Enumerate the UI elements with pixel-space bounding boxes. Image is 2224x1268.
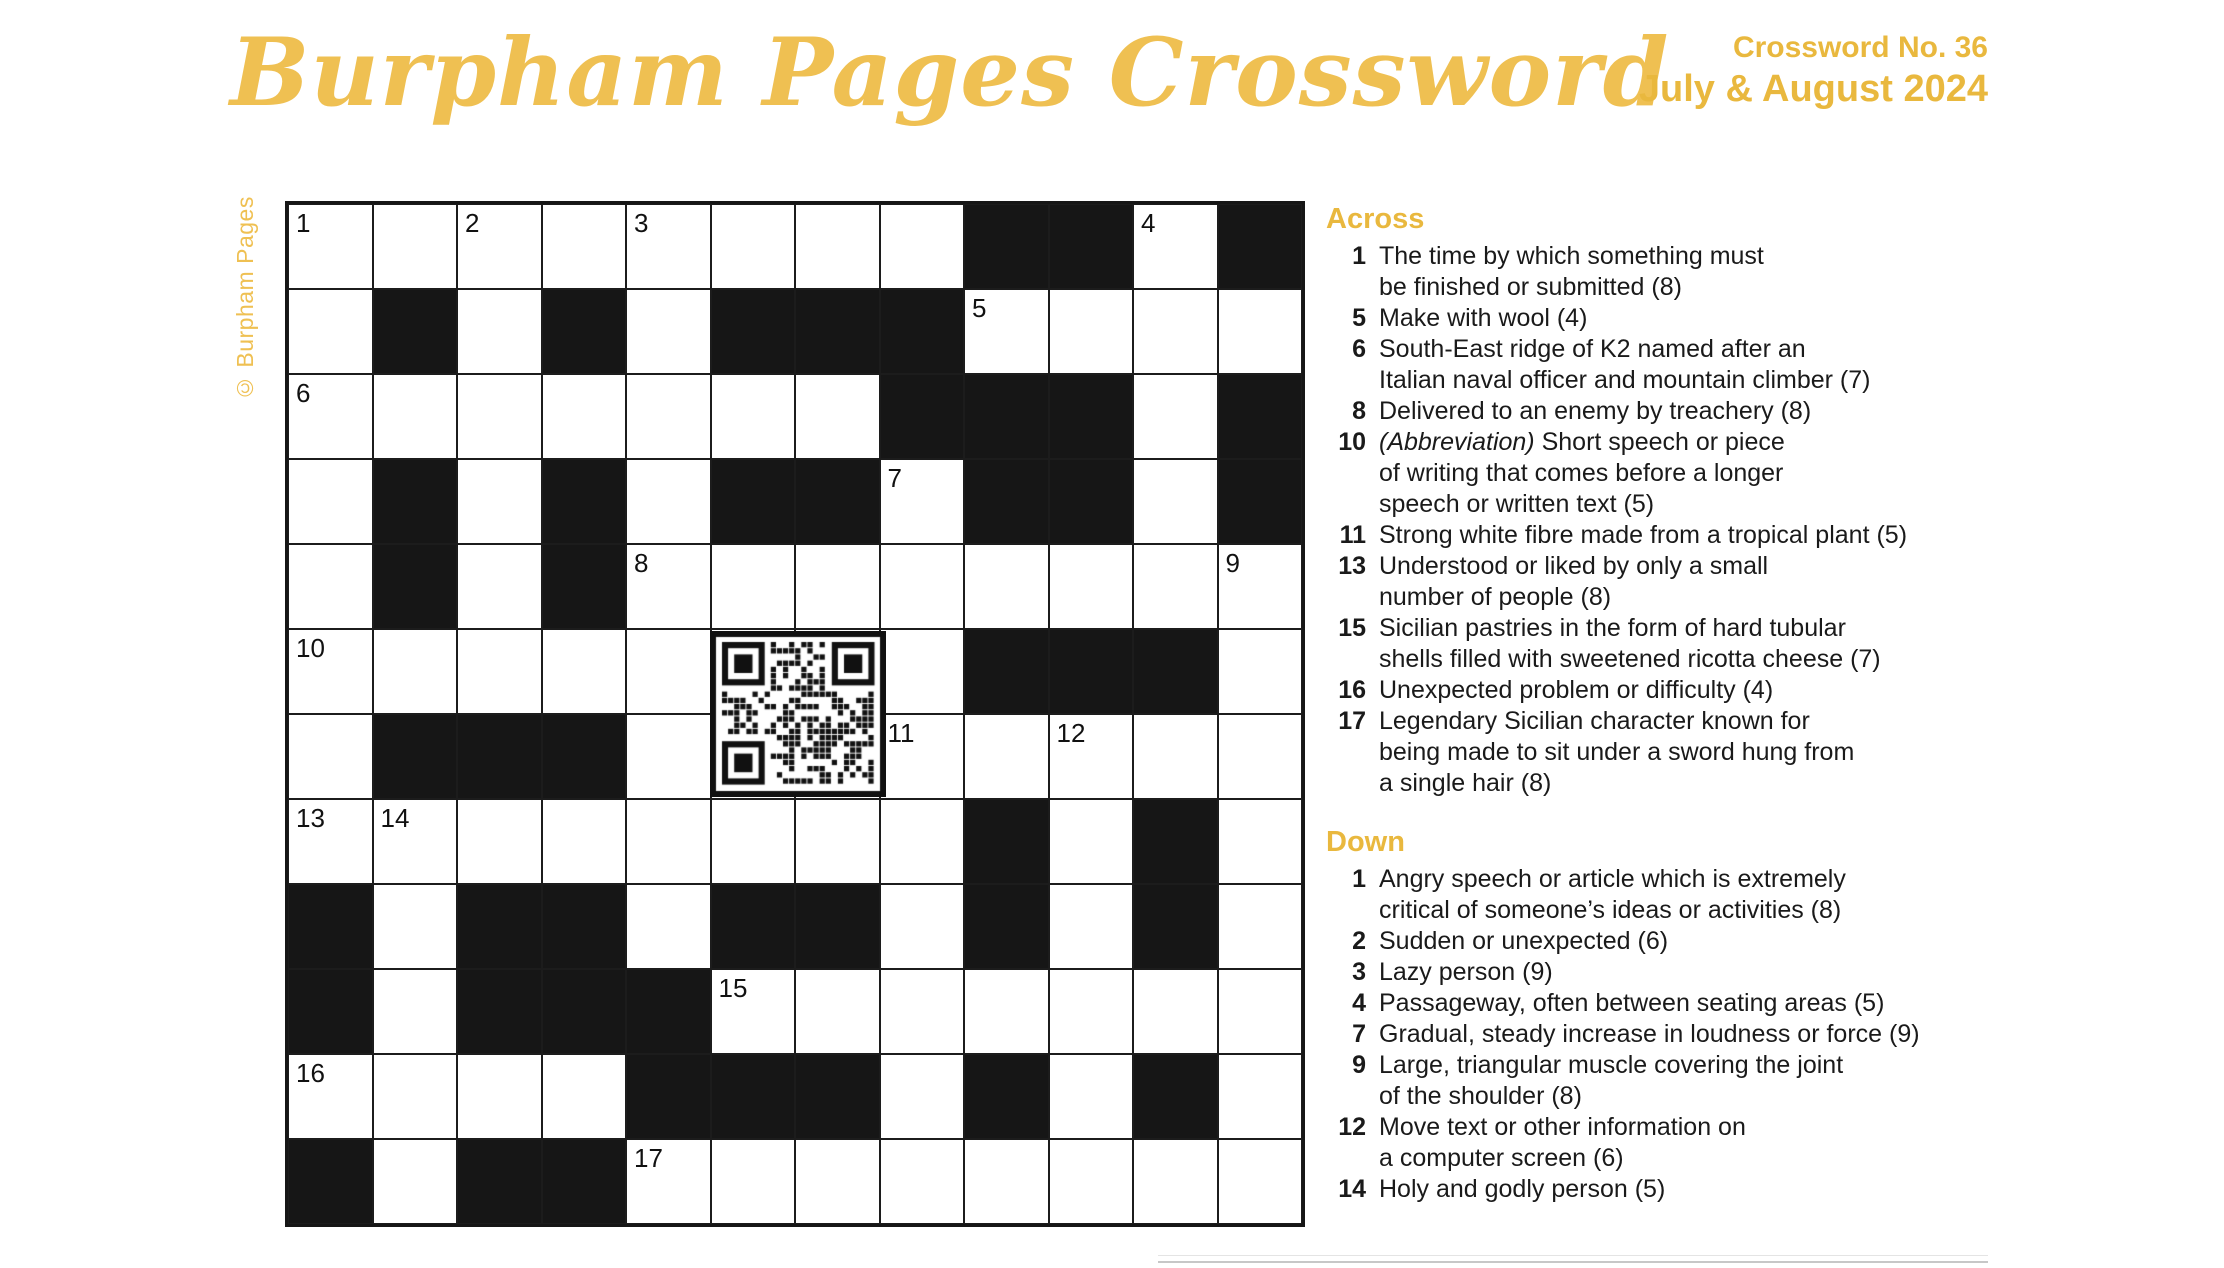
- clue-number: 12: [1338, 1113, 1366, 1141]
- grid-cell[interactable]: [711, 799, 796, 884]
- cell-number: 14: [380, 803, 410, 833]
- clue-text: Sicilian pastries in the form of hard tubular shells filled with sweetened ricotta cheese (7): [1379, 614, 1881, 673]
- grid-cell[interactable]: [288, 629, 373, 714]
- clue-row: [1326, 1112, 2016, 1174]
- grid-cell-black: [1133, 629, 1218, 714]
- grid-cell-black: [1049, 374, 1134, 459]
- grid-cell-black: [288, 969, 373, 1054]
- grid-cell[interactable]: [1218, 1139, 1303, 1224]
- grid-cell[interactable]: [711, 1139, 796, 1224]
- cell-number: 6: [296, 378, 311, 408]
- clue-row: [1326, 864, 2016, 926]
- cell-number: 9: [1225, 548, 1240, 578]
- clue-text: Strong white fibre made from a tropical plant (5): [1379, 521, 1908, 549]
- grid-cell-black: [795, 1054, 880, 1139]
- clue-number: 13: [1338, 552, 1366, 580]
- grid-cell[interactable]: [373, 629, 458, 714]
- cell-number: 17: [634, 1143, 663, 1173]
- grid-cell[interactable]: [1049, 1054, 1134, 1139]
- grid-cell-black: [964, 1054, 1049, 1139]
- clue-row: [1326, 1050, 2016, 1112]
- bottom-divider: [1158, 1255, 1988, 1263]
- grid-cell[interactable]: [457, 204, 542, 289]
- grid-cell[interactable]: [964, 289, 1049, 374]
- grid-cell[interactable]: [1133, 459, 1218, 544]
- grid-cell-black: [373, 459, 458, 544]
- grid-cell[interactable]: [880, 969, 965, 1054]
- grid-cell-black: [1133, 1054, 1218, 1139]
- grid-cell[interactable]: [1049, 969, 1134, 1054]
- grid-cell[interactable]: [964, 544, 1049, 629]
- grid-cell[interactable]: [288, 714, 373, 799]
- down-header: Down: [1326, 826, 1405, 858]
- grid-cell[interactable]: [626, 1139, 711, 1224]
- grid-cell-black: [373, 289, 458, 374]
- clue-number: 11: [1339, 521, 1366, 549]
- grid-cell-black: [880, 289, 965, 374]
- grid-cell[interactable]: [288, 459, 373, 544]
- grid-cell[interactable]: [1049, 799, 1134, 884]
- cell-number: 5: [972, 293, 987, 323]
- grid-cell-black: [1218, 204, 1303, 289]
- grid-cell[interactable]: [542, 799, 627, 884]
- grid-cell[interactable]: [880, 1139, 965, 1224]
- down-section: [1326, 825, 2016, 1205]
- clue-number: 16: [1338, 676, 1366, 704]
- grid-cell[interactable]: [964, 1139, 1049, 1224]
- grid-cell-black: [542, 459, 627, 544]
- grid-cell[interactable]: [880, 204, 965, 289]
- cell-number: 3: [634, 208, 649, 238]
- grid-cell[interactable]: [288, 544, 373, 629]
- grid-cell-black: [1049, 204, 1134, 289]
- issue-number: Crossword No. 36: [1732, 31, 1988, 64]
- clue-text: Gradual, steady increase in loudness or force (9): [1379, 1020, 1920, 1048]
- grid-cell-black: [1133, 884, 1218, 969]
- grid-cell[interactable]: [1133, 289, 1218, 374]
- issue-date: July & August 2024: [1638, 68, 1988, 110]
- grid-cell[interactable]: [795, 544, 880, 629]
- clue-text: Unexpected problem or difficulty (4): [1379, 676, 1774, 704]
- grid-cell[interactable]: [711, 544, 796, 629]
- grid-cell-black: [711, 884, 796, 969]
- clue-number: 1: [1352, 865, 1366, 893]
- grid-cell[interactable]: [626, 374, 711, 459]
- clue-text: The time by which something must be finished or submitted (8): [1379, 242, 1764, 301]
- cell-number: 7: [887, 463, 902, 493]
- cell-number: 10: [296, 633, 325, 663]
- cell-number: 11: [887, 718, 915, 748]
- grid-cell[interactable]: [288, 374, 373, 459]
- qr-code: [710, 631, 886, 797]
- clue-number: 1: [1352, 242, 1366, 270]
- cell-number: 16: [296, 1058, 325, 1088]
- grid-cell[interactable]: [795, 799, 880, 884]
- clue-row: [1326, 957, 2016, 988]
- grid-cell[interactable]: [373, 1139, 458, 1224]
- grid-cell-black: [795, 289, 880, 374]
- grid-cell-black: [542, 969, 627, 1054]
- grid-cell-black: [964, 374, 1049, 459]
- grid-cell[interactable]: [1218, 629, 1303, 714]
- clue-number: 5: [1352, 304, 1366, 332]
- grid-cell-black: [373, 544, 458, 629]
- grid-cell[interactable]: [795, 204, 880, 289]
- clue-row: [1326, 1019, 2016, 1050]
- grid-cell[interactable]: [542, 374, 627, 459]
- grid-cell[interactable]: [1049, 1139, 1134, 1224]
- clue-text: (Abbreviation) Short speech or piece of writing that comes before a longer speech or written text (5): [1379, 428, 1785, 518]
- clue-text: Lazy person (9): [1379, 958, 1553, 986]
- clues-panel: [1326, 202, 2016, 1205]
- clue-text: Sudden or unexpected (6): [1379, 927, 1669, 955]
- clue-row: [1326, 427, 2016, 520]
- across-header: Across: [1326, 203, 1425, 235]
- issue-info: [1639, 30, 1988, 112]
- grid-cell[interactable]: [1133, 544, 1218, 629]
- grid-cell[interactable]: [542, 1054, 627, 1139]
- grid-cell-black: [1049, 459, 1134, 544]
- grid-cell[interactable]: [711, 374, 796, 459]
- grid-cell[interactable]: [1218, 289, 1303, 374]
- grid-cell[interactable]: [1049, 544, 1134, 629]
- grid-cell[interactable]: [1218, 714, 1303, 799]
- grid-cell-black: [457, 1139, 542, 1224]
- grid-cell-black: [1049, 629, 1134, 714]
- grid-cell-black: [288, 884, 373, 969]
- across-clue-list: [1326, 241, 2016, 799]
- cell-number: 8: [634, 548, 649, 578]
- clue-text: Angry speech or article which is extremely critical of someone’s ideas or activities (8): [1379, 865, 1846, 924]
- cell-number: 4: [1141, 208, 1156, 238]
- grid-cell-black: [288, 1139, 373, 1224]
- across-section: [1326, 202, 2016, 799]
- clue-number: 3: [1352, 958, 1366, 986]
- grid-cell[interactable]: [626, 799, 711, 884]
- grid-cell-black: [626, 1054, 711, 1139]
- grid-cell-black: [542, 289, 627, 374]
- clue-number: 2: [1352, 927, 1366, 955]
- cell-number: 12: [1056, 718, 1086, 748]
- grid-cell-black: [1218, 459, 1303, 544]
- grid-cell-black: [880, 374, 965, 459]
- clue-text: Move text or other information on a computer screen (6): [1379, 1113, 1746, 1172]
- grid-cell[interactable]: [1218, 884, 1303, 969]
- grid-cell-black: [542, 714, 627, 799]
- grid-cell[interactable]: [711, 969, 796, 1054]
- grid-cell[interactable]: [880, 714, 965, 799]
- clue-text: South-East ridge of K2 named after an Italian naval officer and mountain climber (7): [1379, 335, 1871, 394]
- clue-text: Delivered to an enemy by treachery (8): [1379, 397, 1812, 425]
- grid-cell[interactable]: [1049, 884, 1134, 969]
- copyright-vertical-text: © Burpham Pages: [232, 196, 258, 401]
- clue-row: [1326, 520, 2016, 551]
- grid-cell[interactable]: [626, 459, 711, 544]
- cell-number: 15: [718, 973, 748, 1003]
- grid-cell[interactable]: [373, 204, 458, 289]
- down-clue-list: [1326, 864, 2016, 1205]
- grid-cell[interactable]: [457, 799, 542, 884]
- grid-cell[interactable]: [288, 1054, 373, 1139]
- grid-cell-black: [457, 714, 542, 799]
- page-title: Burpham Pages Crossword: [230, 18, 1670, 128]
- grid-cell[interactable]: [964, 714, 1049, 799]
- clue-number: 14: [1338, 1175, 1366, 1203]
- grid-cell[interactable]: [880, 544, 965, 629]
- grid-cell[interactable]: [626, 714, 711, 799]
- grid-cell-black: [795, 459, 880, 544]
- grid-cell[interactable]: [373, 799, 458, 884]
- clue-row: [1326, 926, 2016, 957]
- grid-cell[interactable]: [1133, 969, 1218, 1054]
- cell-number: 2: [465, 208, 480, 238]
- grid-cell[interactable]: [1133, 204, 1218, 289]
- grid-cell[interactable]: [373, 374, 458, 459]
- clue-row: [1326, 1174, 2016, 1205]
- grid-cell[interactable]: [795, 1139, 880, 1224]
- grid-cell[interactable]: [880, 799, 965, 884]
- grid-cell-black: [1133, 799, 1218, 884]
- clue-row: [1326, 241, 2016, 303]
- grid-cell-black: [542, 544, 627, 629]
- clue-number: 17: [1338, 707, 1366, 735]
- grid-cell-black: [542, 884, 627, 969]
- grid-cell-black: [711, 289, 796, 374]
- clue-row: [1326, 303, 2016, 334]
- grid-cell-black: [964, 884, 1049, 969]
- grid-cell-black: [626, 969, 711, 1054]
- grid-cell[interactable]: [1049, 714, 1134, 799]
- clue-text: Legendary Sicilian character known for being made to sit under a sword hung from a single hair (8): [1379, 707, 1855, 797]
- grid-cell-black: [457, 884, 542, 969]
- grid-cell-black: [711, 1054, 796, 1139]
- grid-cell-black: [711, 459, 796, 544]
- grid-cell-black: [964, 459, 1049, 544]
- clue-row: [1326, 706, 2016, 799]
- grid-cell[interactable]: [373, 1054, 458, 1139]
- clue-row: [1326, 396, 2016, 427]
- grid-cell[interactable]: [1133, 374, 1218, 459]
- clue-number: 10: [1338, 428, 1366, 456]
- clue-number: 8: [1352, 397, 1366, 425]
- grid-cell[interactable]: [880, 884, 965, 969]
- grid-cell[interactable]: [880, 1054, 965, 1139]
- clue-row: [1326, 675, 2016, 706]
- grid-cell[interactable]: [626, 544, 711, 629]
- grid-cell[interactable]: [457, 1054, 542, 1139]
- grid-cell[interactable]: [1133, 714, 1218, 799]
- clue-number: 9: [1352, 1051, 1366, 1079]
- clue-text: Understood or liked by only a small number of people (8): [1379, 552, 1769, 611]
- grid-cell[interactable]: [1218, 1054, 1303, 1139]
- grid-cell-black: [964, 799, 1049, 884]
- clue-text: Large, triangular muscle covering the joint of the shoulder (8): [1379, 1051, 1844, 1110]
- clue-text: Passageway, often between seating areas (5): [1379, 989, 1885, 1017]
- cell-number: 13: [296, 803, 325, 833]
- cell-number: 1: [296, 208, 311, 238]
- clue-row: [1326, 613, 2016, 675]
- grid-cell[interactable]: [795, 374, 880, 459]
- grid-cell[interactable]: [1133, 1139, 1218, 1224]
- grid-cell-black: [373, 714, 458, 799]
- clue-row: [1326, 988, 2016, 1019]
- grid-cell[interactable]: [457, 374, 542, 459]
- grid-cell[interactable]: [373, 884, 458, 969]
- clue-text: Make with wool (4): [1379, 304, 1588, 332]
- grid-cell[interactable]: [457, 629, 542, 714]
- grid-cell[interactable]: [288, 204, 373, 289]
- grid-cell-black: [964, 629, 1049, 714]
- clue-number: 6: [1352, 335, 1366, 363]
- grid-cell[interactable]: [626, 289, 711, 374]
- clue-number: 7: [1352, 1020, 1366, 1048]
- grid-cell[interactable]: [1218, 969, 1303, 1054]
- grid-cell[interactable]: [542, 204, 627, 289]
- grid-cell[interactable]: [373, 969, 458, 1054]
- grid-cell[interactable]: [288, 289, 373, 374]
- grid-cell[interactable]: [880, 629, 965, 714]
- grid-cell[interactable]: [457, 544, 542, 629]
- grid-cell[interactable]: [288, 799, 373, 884]
- grid-cell[interactable]: [457, 289, 542, 374]
- grid-cell[interactable]: [626, 629, 711, 714]
- clue-number: 15: [1338, 614, 1366, 642]
- grid-cell-black: [542, 1139, 627, 1224]
- grid-cell-black: [795, 884, 880, 969]
- grid-cell[interactable]: [626, 884, 711, 969]
- grid-cell[interactable]: [457, 459, 542, 544]
- grid-cell[interactable]: [542, 629, 627, 714]
- grid-cell[interactable]: [795, 969, 880, 1054]
- grid-cell-black: [1218, 374, 1303, 459]
- grid-cell[interactable]: [880, 459, 965, 544]
- grid-cell-black: [457, 969, 542, 1054]
- grid-cell[interactable]: [1218, 799, 1303, 884]
- grid-cell[interactable]: [711, 204, 796, 289]
- clue-number: 4: [1352, 989, 1366, 1017]
- clue-row: [1326, 334, 2016, 396]
- grid-cell[interactable]: [626, 204, 711, 289]
- grid-cell[interactable]: [1218, 544, 1303, 629]
- grid-cell[interactable]: [1049, 289, 1134, 374]
- clue-row: [1326, 551, 2016, 613]
- clue-text: Holy and godly person (5): [1379, 1175, 1666, 1203]
- grid-cell-black: [964, 204, 1049, 289]
- grid-cell[interactable]: [964, 969, 1049, 1054]
